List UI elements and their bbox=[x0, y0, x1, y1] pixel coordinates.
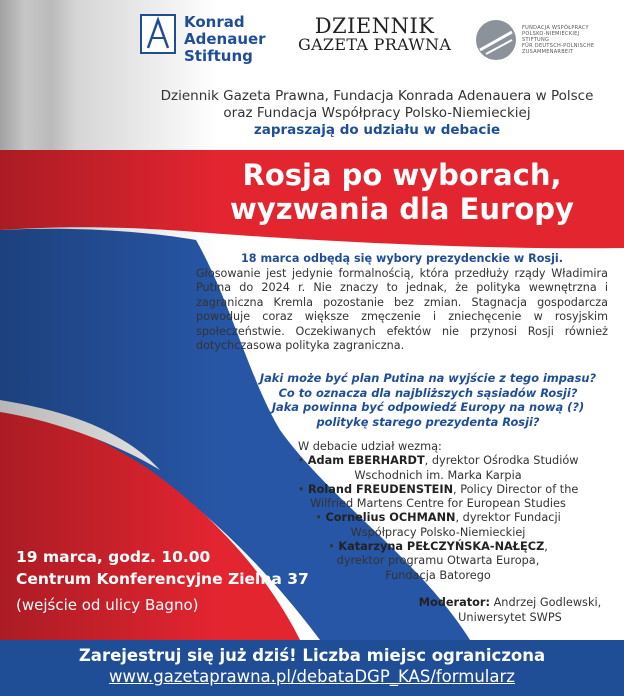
lead-paragraph bbox=[196, 252, 608, 354]
speaker-item: • Adam EBERHARDT, dyrektor Ośrodka Studiów Wschodnich im. Marka Karpia bbox=[297, 454, 579, 482]
fwpn-logo-icon bbox=[476, 20, 516, 60]
speaker-role: , bbox=[544, 540, 548, 554]
speaker-name: Cornelius OCHMANN bbox=[325, 511, 456, 525]
moderator-name: Andrzej Godlewski, bbox=[489, 596, 602, 609]
kas-line: Konrad bbox=[184, 13, 245, 31]
dgp-line2: GAZETA PRAWNA bbox=[298, 35, 452, 54]
debate-questions bbox=[240, 371, 616, 429]
dgp-line1: DZIENNIK bbox=[314, 14, 435, 38]
speaker-role: , dyrektor Fundacji bbox=[455, 511, 561, 525]
speaker-role: dyrektor programu Otwarta Europa, bbox=[336, 554, 540, 568]
event-details bbox=[16, 546, 376, 616]
registration-cta: Zarejestruj się już dziś! Liczba miejsc ograniczona bbox=[78, 646, 546, 665]
moderator-affiliation: Uniwersytet SWPS bbox=[458, 610, 562, 624]
kas-logo-icon bbox=[140, 14, 176, 54]
speaker-item: • Roland FREUDENSTEIN, Policy Director of the Wilfried Martens Centre for European Studies bbox=[297, 482, 579, 511]
event-entrance: (wejście od ulicy Bagno) bbox=[16, 596, 199, 614]
event-date: 19 marca, godz. 10.00 bbox=[16, 548, 211, 566]
debate-title bbox=[180, 158, 624, 226]
kas-line: Adenauer bbox=[184, 30, 266, 48]
moderator-label: Moderator: bbox=[418, 596, 490, 609]
fwpn-line: POLSKO-NIEMIECKIEJ bbox=[522, 31, 580, 37]
moderator bbox=[410, 596, 610, 625]
intro-line: Dziennik Gazeta Prawna, Fundacja Konrada Adenauera w Polsce bbox=[160, 88, 594, 104]
registration-link[interactable]: www.gazetaprawna.pl/debataDGP_KAS/formularz bbox=[109, 667, 515, 686]
speaker-item: • Katarzyna PEŁCZYŃSKA-NAŁĘCZ, dyrektor programu Otwarta Europa, Fundacja Batorego bbox=[328, 540, 548, 582]
speaker-name: Katarzyna PEŁCZYŃSKA-NAŁĘCZ bbox=[338, 540, 545, 554]
question-line: politykę starego prezydenta Rosji? bbox=[316, 414, 540, 429]
lead-highlight: 18 marca odbędą się wybory prezydenckie w Rosji. bbox=[241, 252, 563, 265]
event-venue: Centrum Konferencyjne Zielna 37 bbox=[16, 570, 309, 588]
question-line: Jaka powinna być odpowiedź Europy na nową (?) bbox=[271, 400, 585, 414]
konrad-adenauer-logo bbox=[140, 14, 266, 65]
title-line: wyzwania dla Europy bbox=[230, 192, 574, 226]
fwpn-line: FÜR DEUTSCH-POLNISCHE bbox=[522, 43, 595, 49]
speaker-role: Wilfried Martens Centre for European Studies bbox=[310, 497, 566, 511]
speakers-heading: W debacie udział wezmą: bbox=[298, 440, 442, 453]
intro-line: oraz Fundacja Współpracy Polsko-Niemieckiej bbox=[223, 105, 531, 121]
speaker-item: • Cornelius OCHMANN, dyrektor Fundacji Współpracy Polsko-Niemieckiej bbox=[315, 511, 561, 539]
speaker-role: Współpracy Polsko-Niemieckiej bbox=[350, 525, 526, 539]
fwpn-line: ZUSAMMENARBEIT bbox=[522, 49, 574, 55]
fwpn-logo bbox=[476, 20, 624, 60]
question-line: Co to oznacza dla najbliższych sąsiadów Rosji? bbox=[278, 385, 578, 400]
fwpn-line: FUNDACJA WSPÓŁPRACY bbox=[522, 25, 589, 31]
speaker-role: Wschodnich im. Marka Karpia bbox=[354, 468, 522, 482]
title-line: Rosja po wyborach, bbox=[242, 158, 562, 192]
invitation-intro bbox=[130, 88, 624, 139]
registration-footer bbox=[0, 640, 624, 696]
speaker-role: , dyrektor Ośrodka Studiów bbox=[424, 454, 579, 468]
speaker-name: Adam EBERHARDT bbox=[307, 454, 425, 468]
question-line: Jaki może być plan Putina na wyjście z tego impasu? bbox=[259, 371, 597, 385]
dziennik-gazeta-prawna-logo bbox=[298, 16, 451, 54]
speaker-name: Roland FREUDENSTEIN bbox=[307, 482, 454, 496]
fwpn-line: STIFTUNG bbox=[522, 37, 550, 43]
kas-line: Stiftung bbox=[184, 47, 253, 65]
lead-body: Głosowanie jest jedynie formalnością, która przedłuży rządy Władimira Putina do 2024 r. Nie znaczy to jednak, że polityka wewnętrzna i zagraniczna Kremla pozostanie bez zmian. Stagnacja gospodarcza powoduje coraz większe zmęczenie i zniechęcenie w rosyjskim społeczeństwie. Oczekiwanych efektów nie przynosi Rosji również dotychczasowa polityka zagraniczna. bbox=[196, 266, 608, 352]
speaker-role: , Policy Director of the bbox=[453, 482, 579, 496]
speaker-role: Fundacja Batorego bbox=[385, 568, 491, 582]
intro-highlight: zapraszają do udziału w debacie bbox=[253, 122, 501, 138]
